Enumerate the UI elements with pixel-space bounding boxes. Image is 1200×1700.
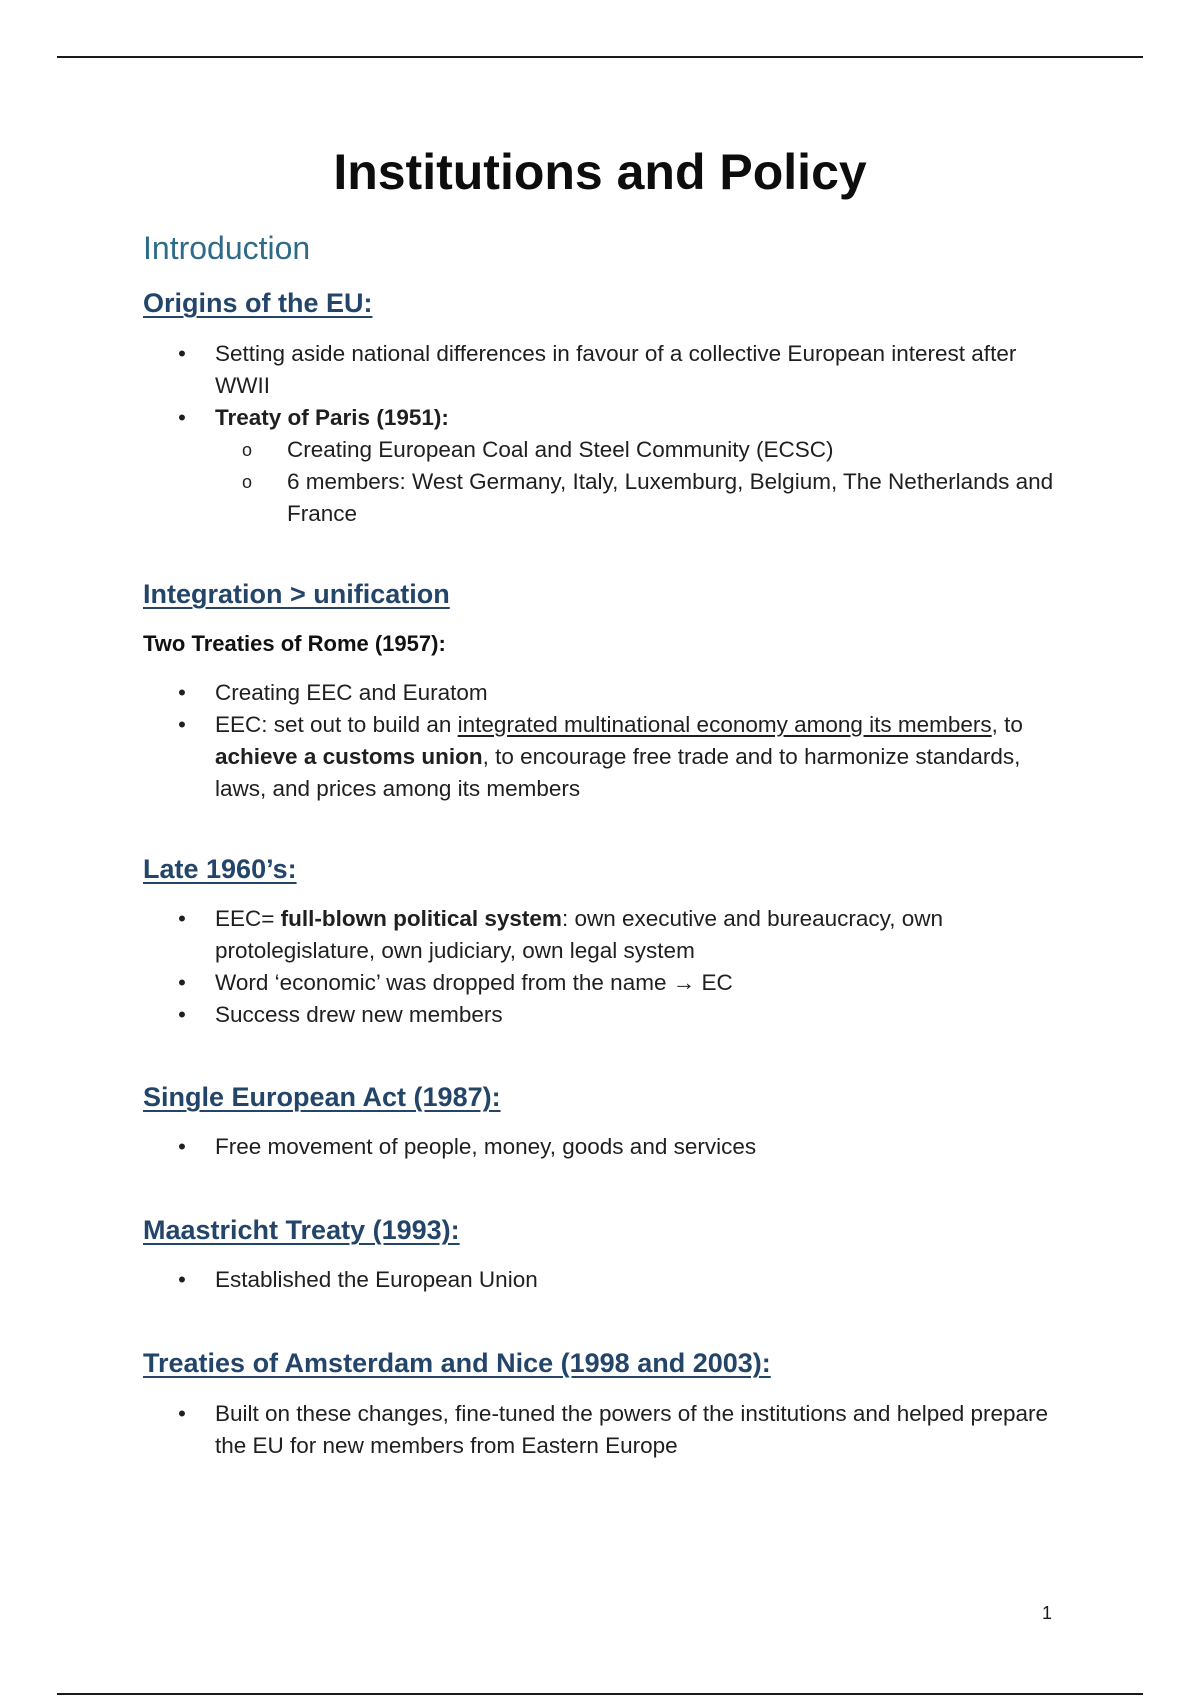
top-rule [57,56,1143,58]
treaties-of-rome-subheading: Two Treaties of Rome (1957): [143,631,446,656]
amsterdam-nice-list [143,1398,1063,1462]
list-item: • Success drew new members [143,999,1063,1031]
list-item: • Treaty of Paris (1951): o Creating European Coal and Steel Community (ECSC) o 6 members: West Germany, Italy, Luxemburg, Belgium, The Netherlands and France [143,402,1063,530]
introduction-heading: Introduction [143,230,311,266]
list-item: • Creating EEC and Euratom [143,677,1063,709]
bullet-icon: • [178,906,186,931]
bullet-icon: • [178,970,186,995]
integration-heading: Integration > unification [143,579,450,609]
list-item: • Built on these changes, fine-tuned the powers of the institutions and helped prepare the EU for new members from Eastern Europe [143,1398,1063,1462]
integration-list [143,677,1063,805]
bottom-rule [57,1693,1143,1695]
list-item: • Established the European Union [143,1264,1063,1296]
bullet-icon: • [178,405,186,430]
list-item: o 6 members: West Germany, Italy, Luxemburg, Belgium, The Netherlands and France [215,466,1063,530]
single-european-act-list [143,1131,1063,1163]
bullet-icon: • [178,1002,186,1027]
maastricht-heading: Maastricht Treaty (1993): [143,1215,460,1245]
bullet-icon: • [178,712,186,737]
list-item: • Word ‘economic’ was dropped from the name → EC [143,967,1063,999]
bullet-icon: • [178,1401,186,1426]
late-1960s-list [143,903,1063,1031]
bullet-icon: • [178,680,186,705]
page-number: 1 [1042,1603,1053,1623]
origins-heading: Origins of the EU: [143,288,373,318]
bullet-icon: • [178,341,186,366]
origins-list [143,338,1063,530]
list-item: • Setting aside national differences in favour of a collective European interest after WWII [143,338,1063,402]
list-item: o Creating European Coal and Steel Community (ECSC) [215,434,1063,466]
hollow-bullet-icon: o [242,440,253,460]
list-item: • EEC: set out to build an integrated multinational economy among its members, to achieve a customs union, to encourage free trade and to harmonize standards, laws, and prices among its members [143,709,1063,805]
list-item: • Free movement of people, money, goods and services [143,1131,1063,1163]
amsterdam-nice-heading: Treaties of Amsterdam and Nice (1998 and 2003): [143,1348,771,1378]
treaty-of-paris-sublist [215,434,1063,530]
maastricht-list [143,1264,1063,1296]
bullet-icon: • [178,1267,186,1292]
bullet-icon: • [178,1134,186,1159]
single-european-act-heading: Single European Act (1987): [143,1082,501,1112]
list-item: • EEC= full-blown political system: own executive and bureaucracy, own protolegislature, own judiciary, own legal system [143,903,1063,967]
hollow-bullet-icon: o [242,472,253,492]
document-title: Institutions and Policy [333,144,867,200]
late-1960s-heading: Late 1960’s: [143,854,297,884]
